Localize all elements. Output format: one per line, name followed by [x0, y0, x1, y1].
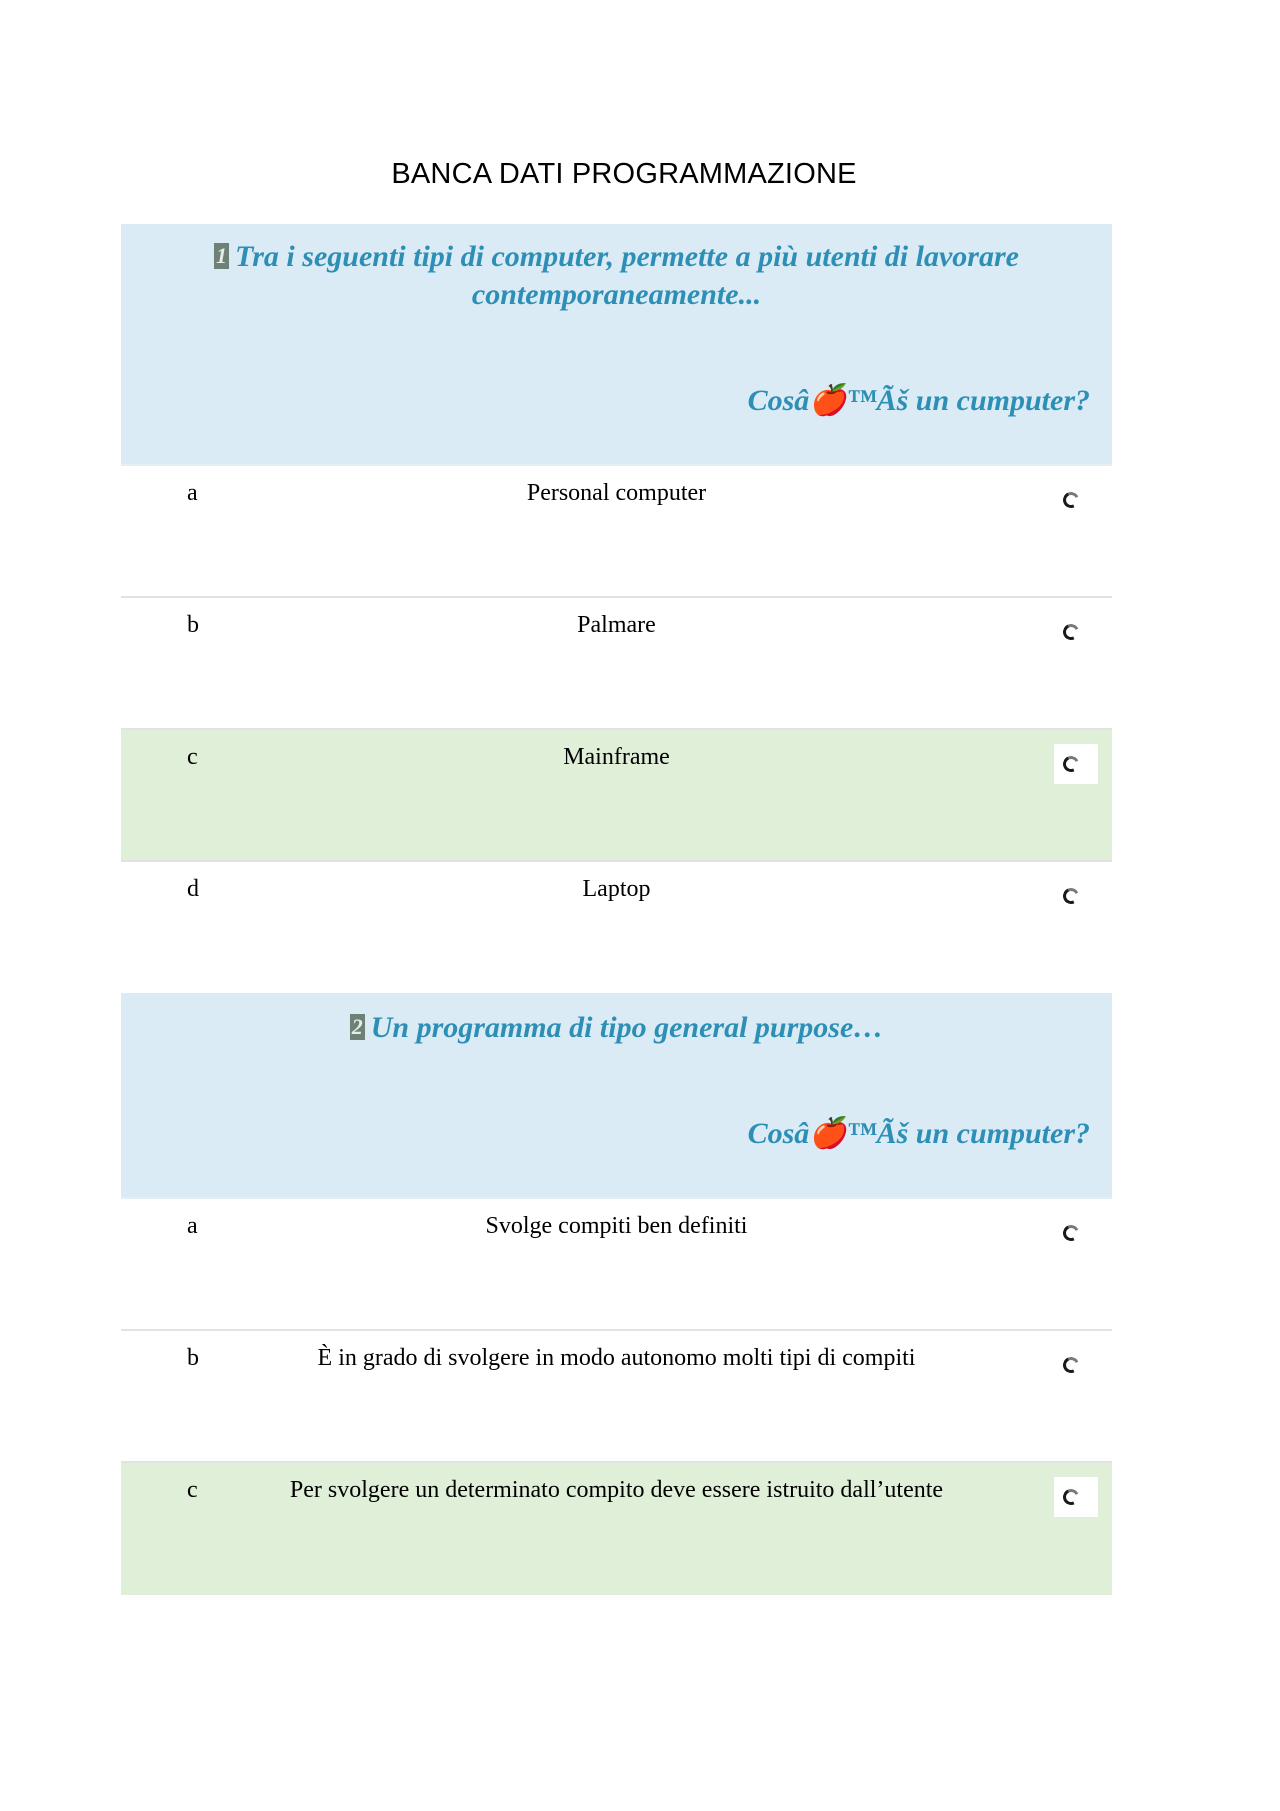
answer-option-c-correct[interactable]	[121, 730, 1112, 862]
answer-letter: b	[187, 1345, 199, 1371]
answer-option-c-correct[interactable]	[121, 1463, 1112, 1595]
question-subtitle: Cosâ🍎™Ãš un cumputer?	[747, 1117, 1090, 1150]
answer-letter: d	[187, 876, 199, 902]
radio-button-icon[interactable]	[1054, 744, 1098, 784]
question-label: Tra i seguenti tipi di computer, permette a più utenti di lavorare contemporaneamente...	[235, 240, 1019, 311]
question-1	[121, 224, 1112, 994]
question-header	[121, 993, 1112, 1199]
question-subtitle: Cosâ🍎™Ãš un cumputer?	[747, 384, 1090, 417]
document-title: BANCA DATI PROGRAMMAZIONE	[391, 158, 857, 190]
question-header	[121, 224, 1112, 466]
answer-text: Svolge compiti ben definiti	[485, 1213, 748, 1239]
answer-text: Personal computer	[526, 480, 707, 506]
question-text	[151, 238, 1082, 314]
answer-letter: c	[187, 744, 198, 770]
answer-text: Laptop	[582, 876, 651, 902]
radio-button-icon[interactable]	[1054, 876, 1098, 916]
answer-option-d[interactable]	[121, 862, 1112, 994]
answer-letter: c	[187, 1477, 198, 1503]
radio-button-icon[interactable]	[1054, 1345, 1098, 1385]
answer-text: Palmare	[577, 612, 656, 638]
question-text	[151, 1009, 1082, 1047]
question-label: Un programma di tipo general purpose…	[370, 1011, 884, 1044]
answer-option-a[interactable]	[121, 466, 1112, 598]
radio-button-icon[interactable]	[1054, 612, 1098, 652]
answer-text: È in grado di svolgere in modo autonomo molti tipi di compiti	[317, 1345, 916, 1371]
question-number-badge: 2	[351, 1014, 363, 1039]
answer-letter: b	[187, 612, 199, 638]
answer-option-b[interactable]	[121, 598, 1112, 730]
radio-button-icon[interactable]	[1054, 1477, 1098, 1517]
radio-button-icon[interactable]	[1054, 480, 1098, 520]
answer-letter: a	[187, 480, 198, 506]
radio-button-icon[interactable]	[1054, 1213, 1098, 1253]
question-2	[121, 993, 1112, 1595]
answer-text: Mainframe	[563, 744, 670, 770]
answer-text: Per svolgere un determinato compito deve essere istruito dall’utente	[289, 1477, 944, 1503]
question-number-badge: 1	[216, 243, 228, 268]
answer-option-a[interactable]	[121, 1199, 1112, 1331]
answer-letter: a	[187, 1213, 198, 1239]
answer-option-b[interactable]	[121, 1331, 1112, 1463]
